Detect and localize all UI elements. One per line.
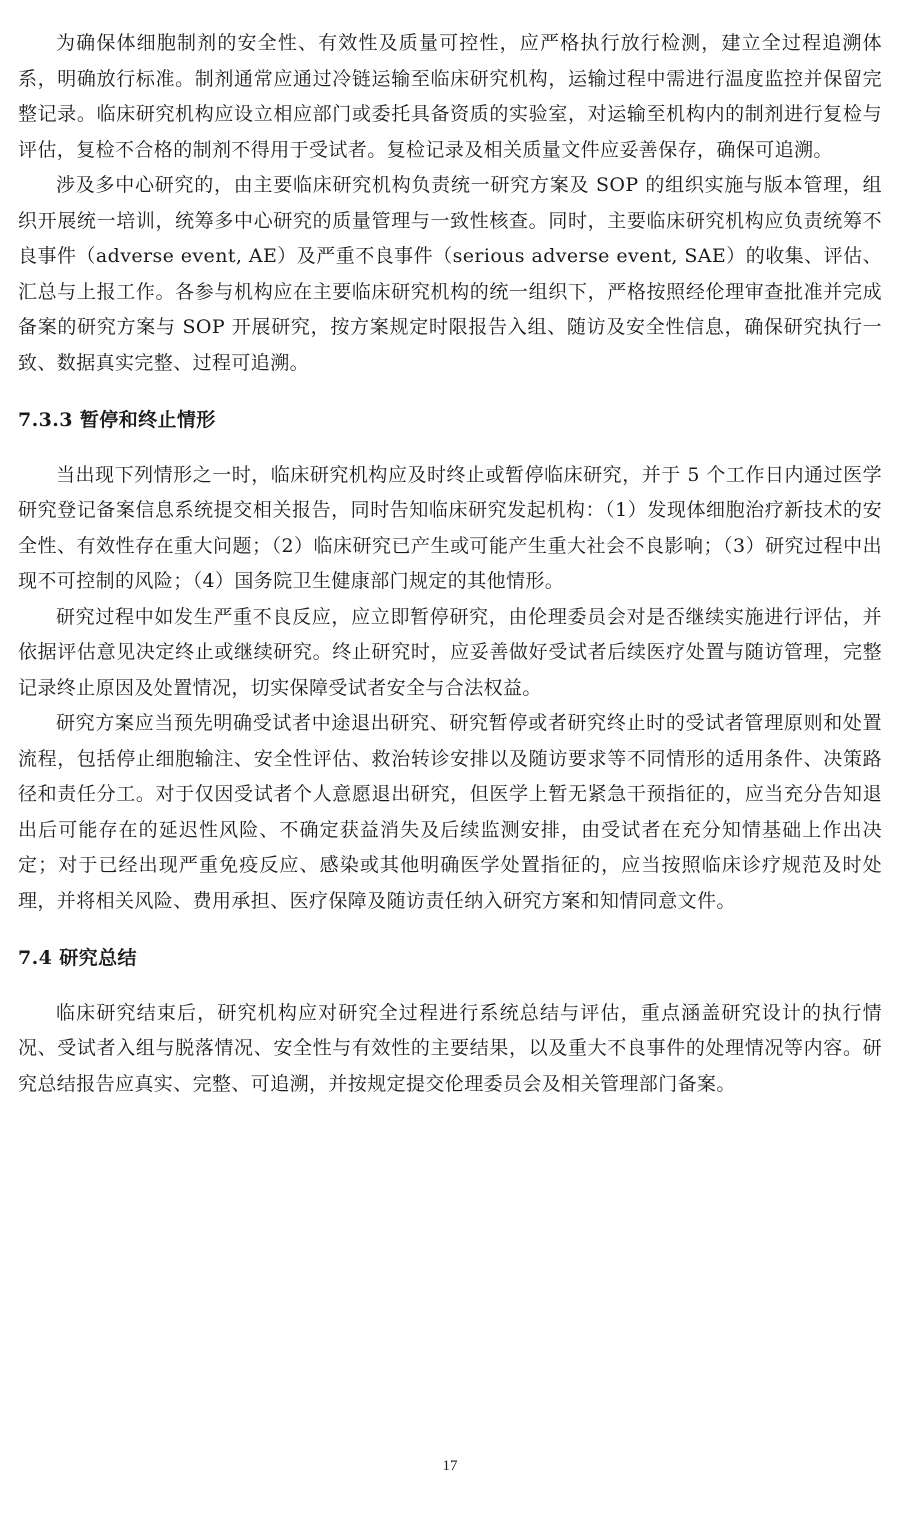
- paragraph-serious-adverse-reaction: 研究过程中如发生严重不良反应，应立即暂停研究，由伦理委员会对是否继续实施进行评估，并依据评估意见决定终止或继续研究。终止研究时，应妥善做好受试者后续医疗处置与随访管理，完整记录终止原因及处置情况，切实保障受试者安全与合法权益。: [18, 605, 882, 699]
- paragraph-study-summary: 临床研究结束后，研究机构应对研究全过程进行系统总结与评估，重点涵盖研究设计的执行情况、受试者入组与脱落情况、安全性与有效性的主要结果，以及重大不良事件的处理情况等内容。研究总结报告应真实、完整、可追溯，并按规定提交伦理委员会及相关管理部门备案。: [18, 1001, 882, 1095]
- paragraph-termination-conditions: 当出现下列情形之一时，临床研究机构应及时终止或暂停临床研究，并于 5 个工作日内通过医学研究登记备案信息系统提交相关报告，同时告知临床研究发起机构：（1）发现体细胞治疗新技术的安全性、有效性存在重大问题；（2）临床研究已产生或可能产生重大社会不良影响；（3）研究过程中出现不可控制的风险；（4）国务院卫生健康部门规定的其他情形。: [18, 463, 882, 592]
- paragraph-multicenter-study: 涉及多中心研究的，由主要临床研究机构负责统一研究方案及 SOP 的组织实施与版本管理，组织开展统一培训，统筹多中心研究的质量管理与一致性核查。同时，主要临床研究机构应负责统筹不良事件（adverse event, AE）及严重不良事件（serious adverse event, SAE）的收集、评估、汇总与上报工作。各参与机构应在主要临床研究机构的统一组织下，严格按照经伦理审查批准并完成备案的研究方案与 SOP 开展研究，按方案规定时限报告入组、随访及安全性信息，确保研究执行一致、数据真实完整、过程可追溯。: [18, 174, 882, 374]
- section-heading-7-3-3: 7.3.3 暂停和终止情形: [18, 409, 216, 431]
- section-heading-7-4: 7.4 研究总结: [18, 947, 137, 969]
- paragraph-subject-withdrawal: 研究方案应当预先明确受试者中途退出研究、研究暂停或者研究终止时的受试者管理原则和处置流程，包括停止细胞输注、安全性评估、救治转诊安排以及随访要求等不同情形的适用条件、决策路径和责任分工。对于仅因受试者个人意愿退出研究，但医学上暂无紧急干预指征的，应当充分告知退出后可能存在的延迟性风险、不确定获益消失及后续监测安排，由受试者在充分知情基础上作出决定；对于已经出现严重免疫反应、感染或其他明确医学处置指征的，应当按照临床诊疗规范及时处理，并将相关风险、费用承担、医疗保障及随访责任纳入研究方案和知情同意文件。: [18, 712, 882, 912]
- paragraph-release-testing: 为确保体细胞制剂的安全性、有效性及质量可控性，应严格执行放行检测，建立全过程追溯体系，明确放行标准。制剂通常应通过冷链运输至临床研究机构，运输过程中需进行温度监控并保留完整记录。临床研究机构应设立相应部门或委托具备资质的实验室，对运输至机构内的制剂进行复检与评估，复检不合格的制剂不得用于受试者。复检记录及相关质量文件应妥善保存，确保可追溯。: [18, 32, 882, 161]
- page-number: 17: [442, 1458, 458, 1474]
